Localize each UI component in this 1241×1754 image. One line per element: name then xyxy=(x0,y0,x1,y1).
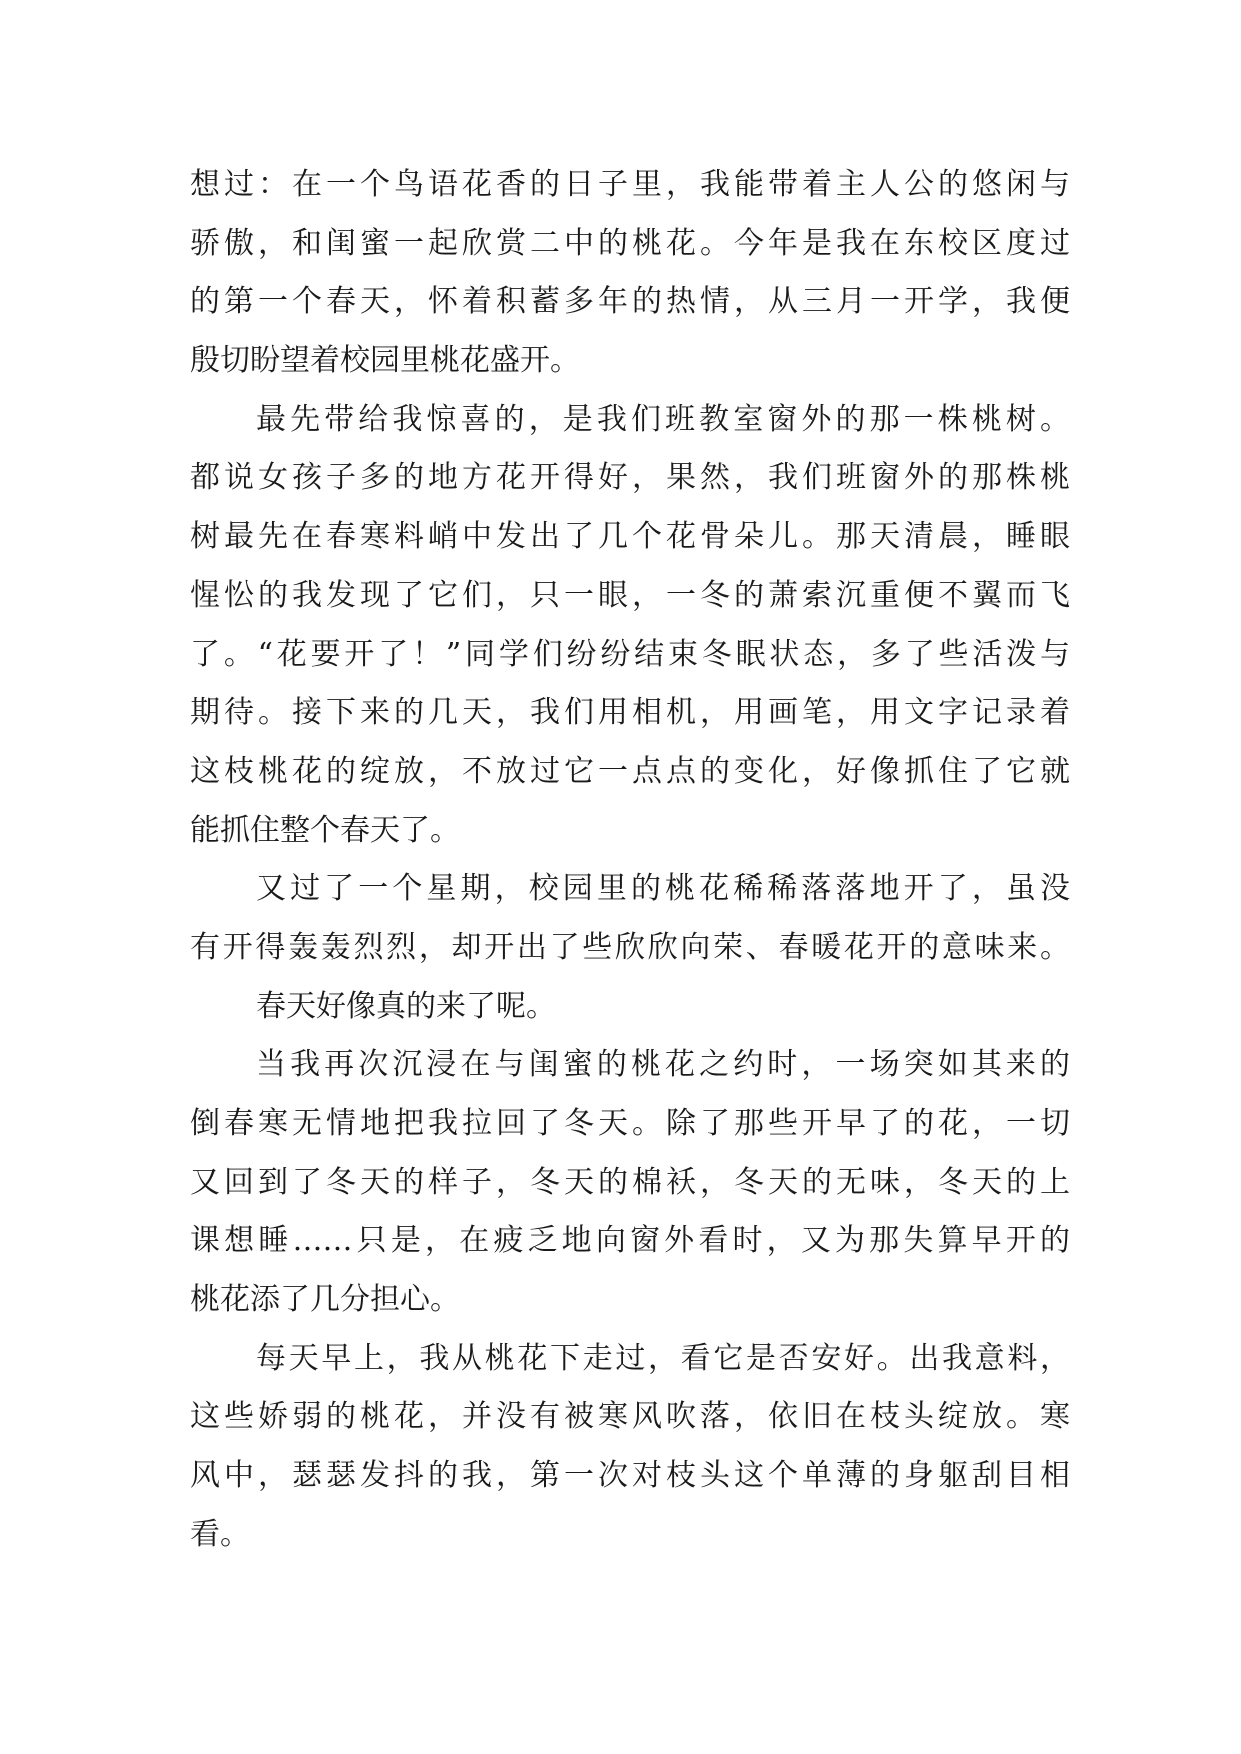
text-line: 都说女孩子多的地方花开得好，果然，我们班窗外的那株桃 xyxy=(190,460,1070,496)
text-line: 这枝桃花的绽放，不放过它一点点的变化，好像抓住了它就 xyxy=(190,753,1070,789)
text-line: 又回到了冬天的样子，冬天的棉袄，冬天的无味，冬天的上 xyxy=(190,1164,1070,1200)
text-line: 这些娇弱的桃花，并没有被寒风吹落，依旧在枝头绽放。寒 xyxy=(190,1399,1070,1435)
text-line: 能抓住整个春天了。 xyxy=(190,812,460,848)
text-line: 每天早上，我从桃花下走过，看它是否安好。出我意料， xyxy=(256,1340,1070,1376)
text-line: 看。 xyxy=(190,1516,250,1552)
text-line: 想过：在一个鸟语花香的日子里，我能带着主人公的悠闲与 xyxy=(190,167,1070,202)
text-line: 课想睡……只是，在疲乏地向窗外看时，又为那失算早开的 xyxy=(190,1223,1070,1259)
text-line: 又过了一个星期，校园里的桃花稀稀落落地开了，虽没 xyxy=(256,871,1070,907)
text-line: 了。“花要开了！”同学们纷纷结束冬眠状态，多了些活泼与 xyxy=(190,636,1070,672)
text-line: 惺忪的我发现了它们，只一眼，一冬的萧索沉重便不翼而飞 xyxy=(190,577,1070,613)
text-line: 期待。接下来的几天，我们用相机，用画笔，用文字记录着 xyxy=(190,695,1070,731)
text-line: 倒春寒无情地把我拉回了冬天。除了那些开早了的花，一切 xyxy=(190,1106,1070,1141)
text-line: 春天好像真的来了呢。 xyxy=(256,988,556,1024)
text-line: 树最先在春寒料峭中发出了几个花骨朵儿。那天清晨，睡眼 xyxy=(190,519,1070,555)
text-line: 骄傲，和闺蜜一起欣赏二中的桃花。今年是我在东校区度过 xyxy=(190,225,1070,261)
text-line: 当我再次沉浸在与闺蜜的桃花之约时，一场突如其来的 xyxy=(256,1047,1070,1083)
text-line: 风中，瑟瑟发抖的我，第一次对枝头这个单薄的身躯刮目相 xyxy=(190,1458,1070,1494)
body-text xyxy=(190,156,1070,1565)
text-line: 的第一个春天，怀着积蓄多年的热情，从三月一开学，我便 xyxy=(190,284,1070,320)
text-line: 殷切盼望着校园里桃花盛开。 xyxy=(190,343,580,379)
text-line: 有开得轰轰烈烈，却开出了些欣欣向荣、春暖花开的意味来。 xyxy=(190,929,1070,965)
text-line: 桃花添了几分担心。 xyxy=(190,1282,460,1318)
text-line: 最先带给我惊喜的，是我们班教室窗外的那一株桃树。 xyxy=(256,401,1070,437)
